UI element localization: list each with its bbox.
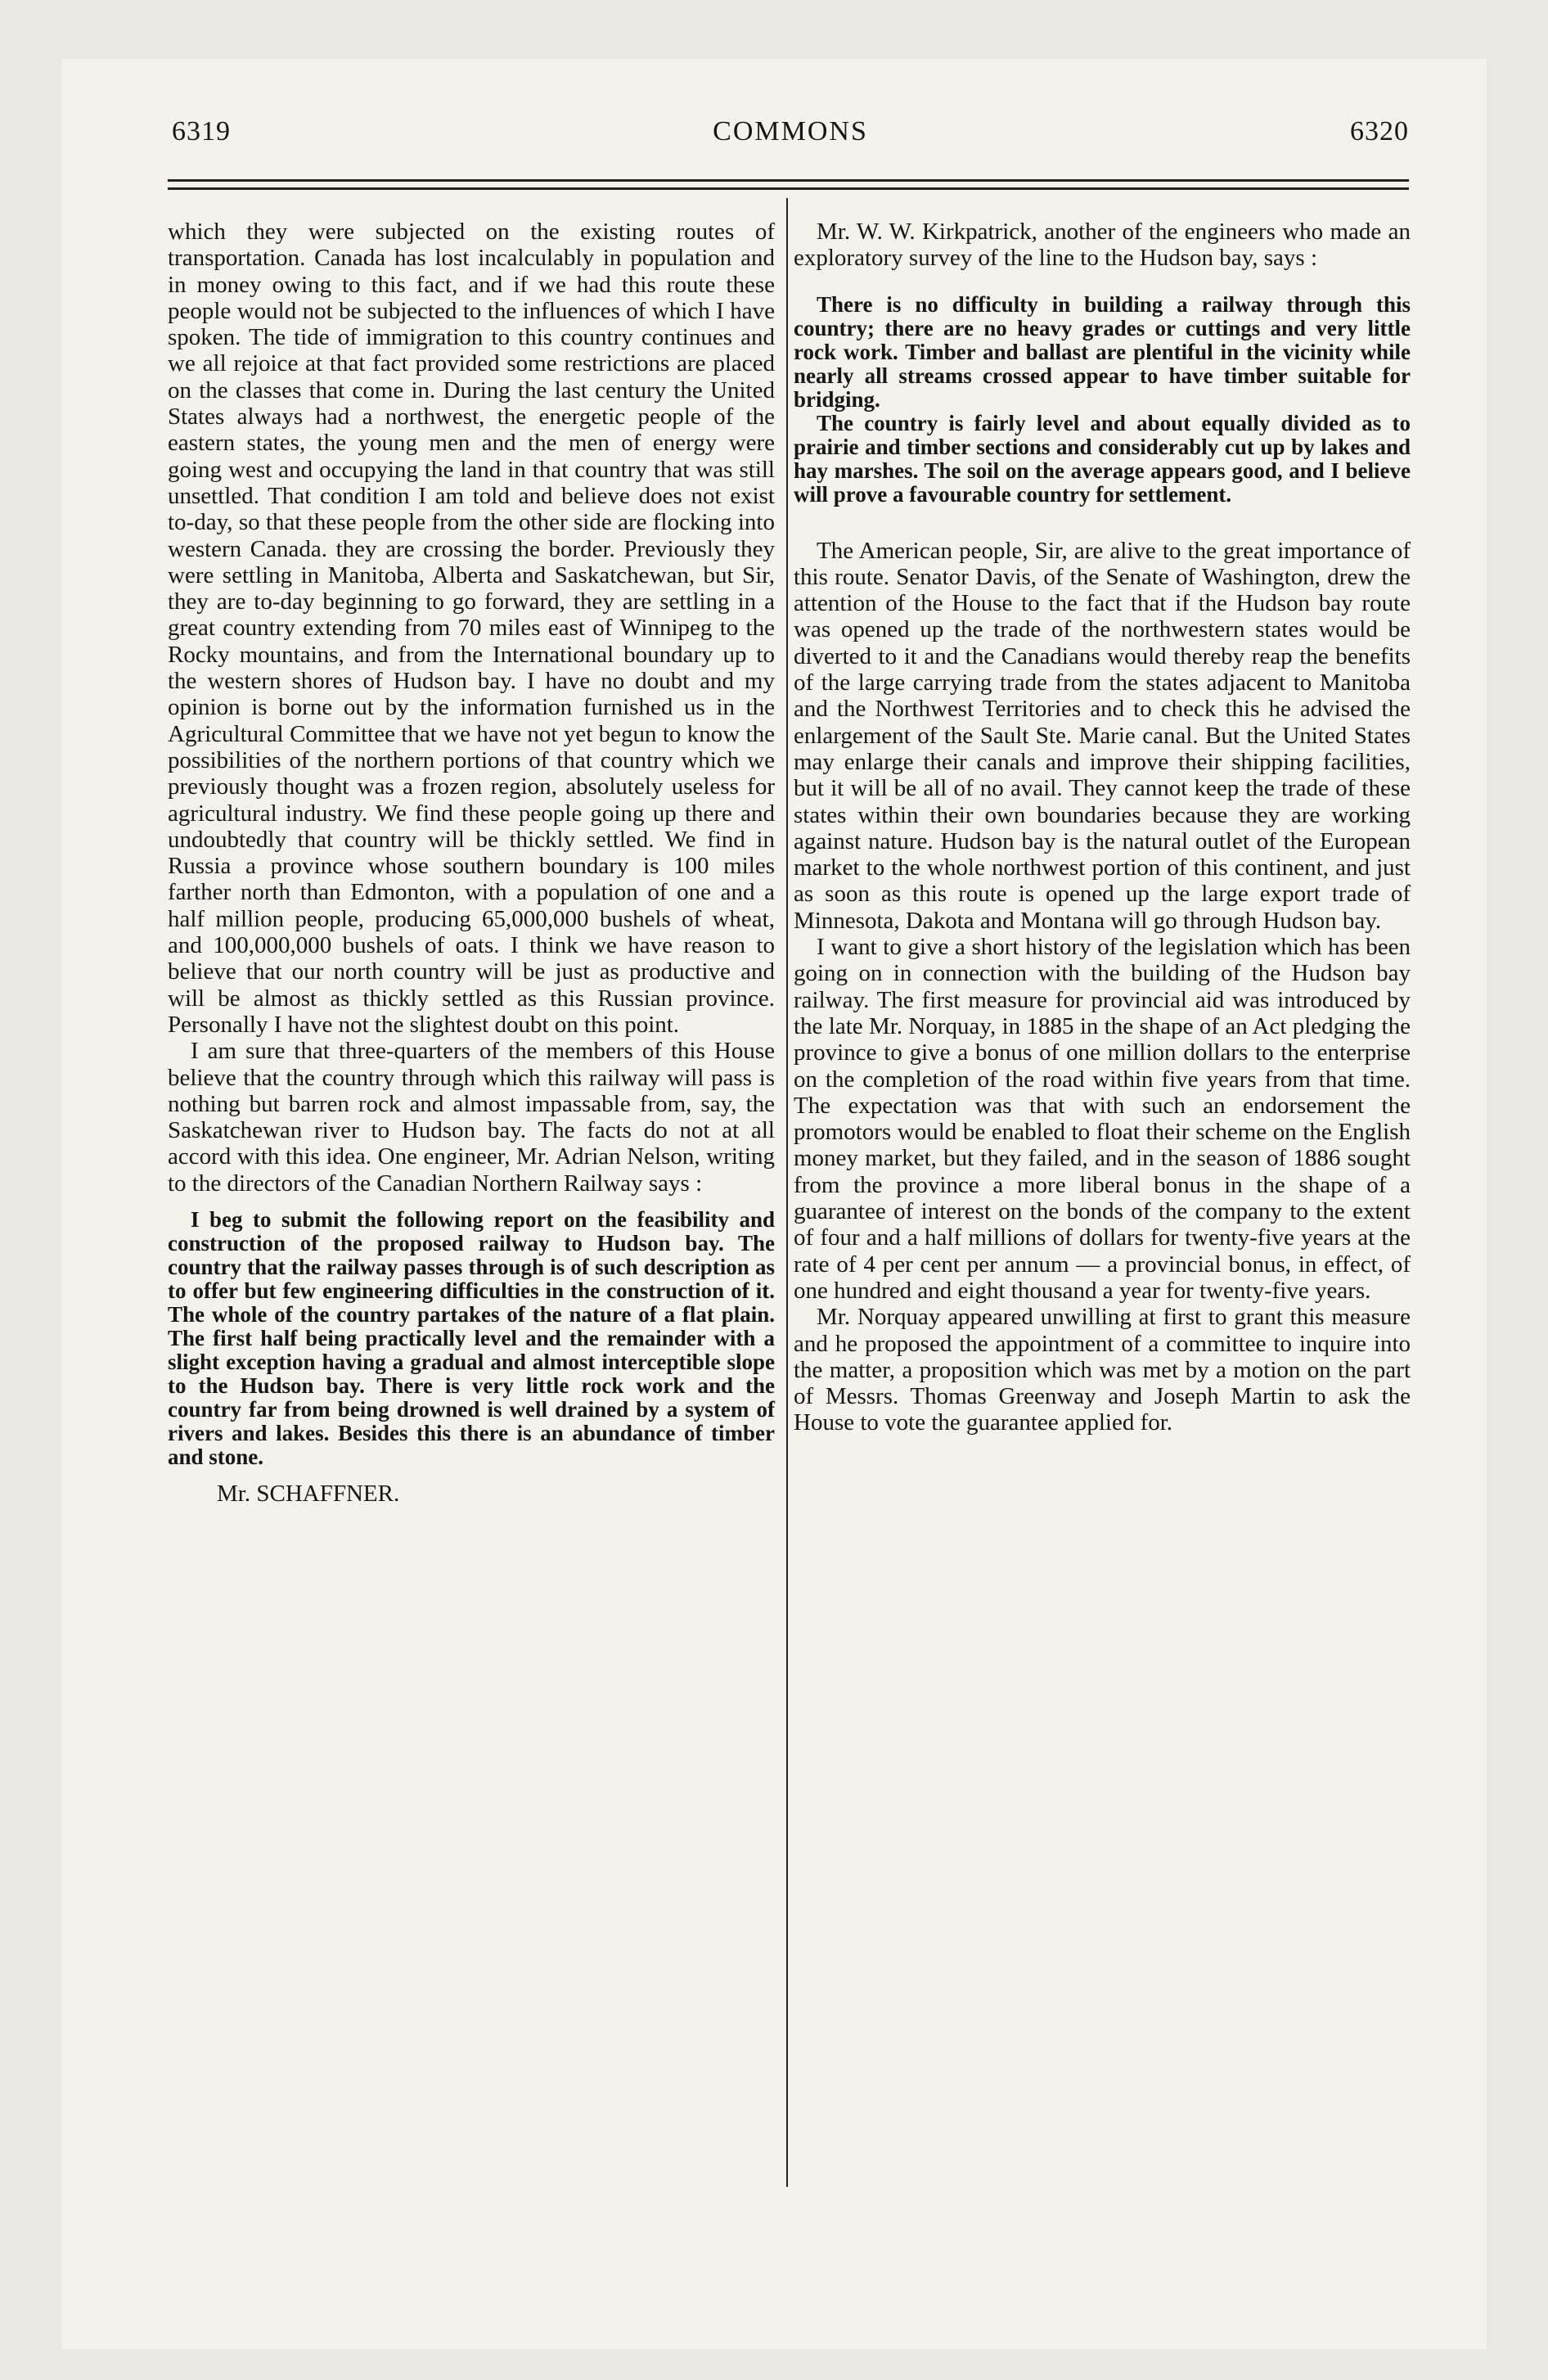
paragraph: I want to give a short history of the legislation which has been going on in connection with the building of the Hudson bay railway. The first measure for provincial aid was introduced by the late Mr. Norquay, in 1885 in the shape of an Act pledging the province to give a bonus of one million dollars to the enterprise on the completion of the road within five years from that time. The expectation was that with such an endorsement the promotors would be enabled to float their scheme on the English money market, but they failed, and in the season of 1886 sought from the province a more liberal bonus in the shape of a guarantee of interest on the bonds of the company to the extent of four and a half millions of dollars for twenty-five years at the rate of 4 per cent per annum — a provincial bonus, in effect, of one hundred and eight thousand a year for twenty-five years. <box>794 934 1411 1304</box>
paragraph: I am sure that three-quarters of the members of this House believe that the country through which this railway will pass is nothing but barren rock and almost impassable from, say, the Saskatchewan river to Hudson bay. The facts do not at all accord with this idea. One engineer, Mr. Adrian Nelson, writing to the directors of the Canadian Northern Railway says : <box>168 1038 775 1197</box>
paragraph: Mr. W. W. Kirkpatrick, another of the engineers who made an exploratory survey of the line to the Hudson bay, says : <box>794 219 1411 272</box>
page-number-left: 6319 <box>172 116 231 146</box>
paragraph: Mr. Norquay appeared unwilling at first to grant this measure and he proposed the appointment of a committee to inquire into the matter, a proposition which was met by a motion on the part of Messrs. Thomas Greenway and Joseph Martin to ask the House to vote the guarantee applied for. <box>794 1304 1411 1436</box>
paragraph: which they were subjected on the existing routes of transportation. Canada has lost incalculably in population and in money owing to this fact, and if we had this route these people would not be subjected to the influences of which I have spoken. The tide of immigration to this country continues and we all rejoice at that fact provided some restrictions are placed on the classes that come in. During the last century the United States always had a northwest, the energetic people of the eastern states, the young men and the men of energy were going west and occupying the land in that country that was still unsettled. That condition I am told and believe does not exist to-day, so that these people from the other side are flocking into western Canada. they are crossing the border. Previously they were settling in Manitoba, Alberta and Saskatchewan, but Sir, they are to-day beginning to go forward, they are settling in a great country extending from 70 miles east of Winnipeg to the Rocky mountains, and from the International boundary up to the western shores of Hudson bay. I have no doubt and my opinion is borne out by the information furnished us in the Agricultural Committee that we have not yet begun to know the possibilities of the northern portions of that country which we previously thought was a frozen region, absolutely useless for agricultural industry. We find these people going up there and undoubtedly that country will be thickly settled. We find in Russia a province whose southern boundary is 100 miles farther north than Edmonton, with a population of one and a half million people, producing 65,000,000 bushels of wheat, and 100,000,000 bushels of oats. I think we have reason to believe that our north country will be just as productive and will be almost as thickly settled as this Russian province. Personally I have not the slightest doubt on this point. <box>168 219 775 1038</box>
block-quote <box>168 1208 775 1469</box>
quote-text: There is no difficulty in building a railway through this country; there are no heavy grades or cuttings and very little rock work. Timber and ballast are plentiful in the vicinity while nearly all streams crossed appear to have timber suitable for bridging. <box>794 291 1411 412</box>
header-title: COMMONS <box>713 116 868 146</box>
page <box>61 59 1487 2349</box>
quote-text: I beg to submit the following report on the feasibility and construction of the proposed railway to Hudson bay. The country that the railway passes through is of such description as to offer but few engineering difficulties in the construction of it. The whole of the country partakes of the nature of a flat plain. The first half being practically level and the remainder with a slight exception having a gradual and almost interceptible slope to the Hudson bay. There is very little rock work and the country far from being drowned is well drained by a system of rivers and lakes. Besides this there is an abundance of timber and stone. <box>168 1206 775 1469</box>
speaker-name: Mr. SCHAFFNER. <box>217 1480 400 1507</box>
paragraph: The American people, Sir, are alive to the great importance of this route. Senator Davis, of the Senate of Washington, drew the attention of the House to the fact that if the Hudson bay route was opened up the trade of the northwestern states would be diverted to it and the Canadians would thereby reap the benefits of the large carrying trade from the states adjacent to Manitoba and the Northwest Territories and to check this he advised the enlargement of the Sault Ste. Marie canal. But the United States may enlarge their canals and improve their shipping facilities, but it will be all of no avail. They cannot keep the trade of these states within their own boundaries because they are working against nature. Hudson bay is the natural outlet of the European market to the whole northwest portion of this continent, and just as soon as this route is opened up the large export trade of Minnesota, Dakota and Montana will go through Hudson bay. <box>794 537 1411 934</box>
page-number-right: 6320 <box>1350 116 1409 146</box>
left-column <box>168 219 775 1507</box>
column-divider <box>786 198 788 2187</box>
right-column <box>794 219 1411 1436</box>
header-rule-bottom <box>168 187 1409 190</box>
header-rule-top <box>168 179 1409 182</box>
page-header <box>168 116 1413 165</box>
spacer <box>794 515 1411 538</box>
quote-text: The country is fairly level and about equally divided as to prairie and timber sections and considerably cut up by lakes and hay marshes. The soil on the average appears good, and I believe will prove a favourable country for settlement. <box>794 410 1411 507</box>
block-quote <box>794 293 1411 507</box>
